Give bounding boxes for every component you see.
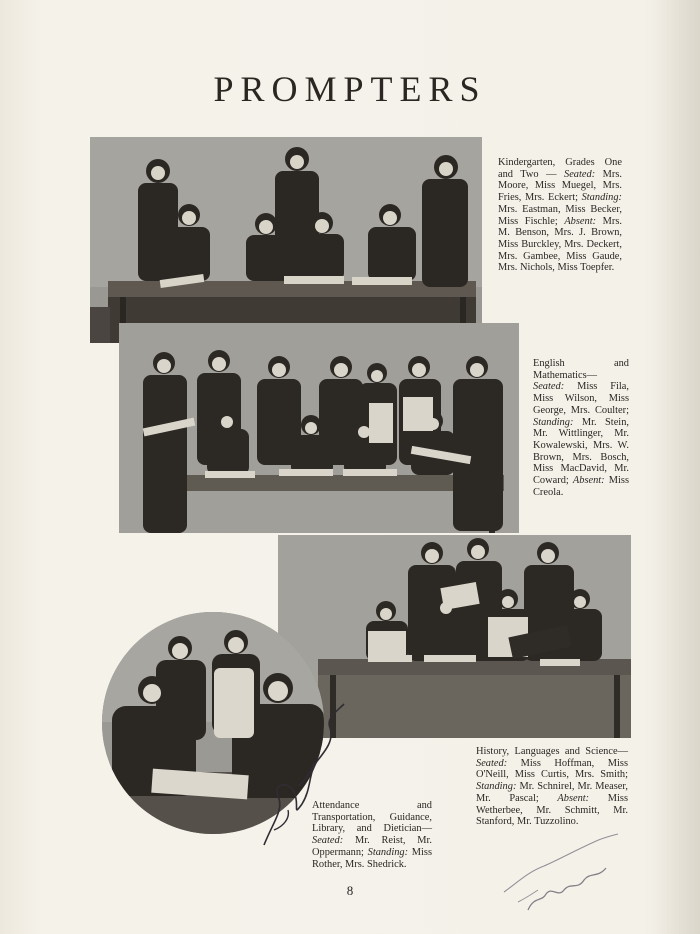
caption-standing-label: Standing: [533, 416, 582, 428]
photo-kindergarten-image [90, 137, 482, 343]
caption-seated: Mr. Reist, Mr. Oppermann; [312, 835, 432, 858]
caption-absent-label: Absent: [557, 792, 608, 804]
caption-group: History, Languages and Science— [476, 746, 628, 757]
caption-seated-label: Seated: [564, 168, 603, 180]
caption-kindergarten [498, 157, 622, 274]
caption-seated-label: Seated: [533, 381, 578, 393]
page-edge-shadow [654, 0, 700, 934]
caption-standing-label: Standing: [581, 192, 622, 204]
photo-english-image [119, 323, 519, 533]
page-number: 8 [346, 883, 354, 898]
caption-seated: Miss Hoffman, Miss O'Neill, Miss Curtis, Mrs. Smith; [476, 757, 628, 781]
caption-history-languages-science [476, 746, 628, 828]
caption-standing: Mr. Stein, Mr. Wittlinger, Mr. Kowalewski, Mrs. W. Brown, Mrs. Bosch, Miss MacDavid, Mr. Coward; [533, 416, 629, 487]
caption-group: Attendance and Transportation, Guidance, Library, and Dietician— [312, 800, 432, 835]
handwritten-signature-right [498, 832, 630, 916]
handwritten-signature-left [254, 700, 354, 852]
page-title: PROMPTERS [213, 69, 487, 109]
caption-standing: Miss Rother, Mrs. Shedrick. [312, 846, 432, 870]
caption-absent: Mrs. M. Benson, Mrs. J. Brown, Miss Burckley, Mrs. Deckert, Mrs. Gambee, Miss Gaude, Mrs. Nichols, Miss Toepfer. [498, 215, 622, 274]
caption-standing-label: Standing: [476, 781, 520, 793]
photo-kindergarten [90, 137, 482, 343]
caption-seated: Mrs. Moore, Miss Muegel, Mrs. Fries, Mrs. Eckert; [498, 168, 622, 204]
caption-standing: Mrs. Eastman, Miss Becker, Miss Fischle; [498, 203, 622, 227]
caption-standing: Mr. Schnirel, Mr. Measer, Mr. Pascal; [476, 781, 628, 804]
photo-english-mathematics [119, 323, 519, 533]
caption-seated-label: Seated: [312, 835, 355, 847]
caption-absent: Miss Creola. [533, 475, 629, 498]
caption-group: English and Mathematics— [533, 358, 629, 381]
caption-group: Kindergarten, Grades One and Two — [498, 157, 622, 180]
caption-absent: Miss Wetherbee, Mr. Schmitt, Mr. Stanford, Mr. Tuzzolino. [476, 792, 628, 828]
caption-seated-label: Seated: [476, 757, 521, 769]
caption-seated: Miss Fila, Miss Wilson, Miss George, Mrs. Coulter; [533, 381, 629, 416]
caption-standing-label: Standing: [367, 846, 412, 858]
caption-english-mathematics [533, 358, 629, 498]
caption-absent-label: Absent: [572, 475, 609, 487]
caption-absent-label: Absent: [564, 215, 603, 227]
